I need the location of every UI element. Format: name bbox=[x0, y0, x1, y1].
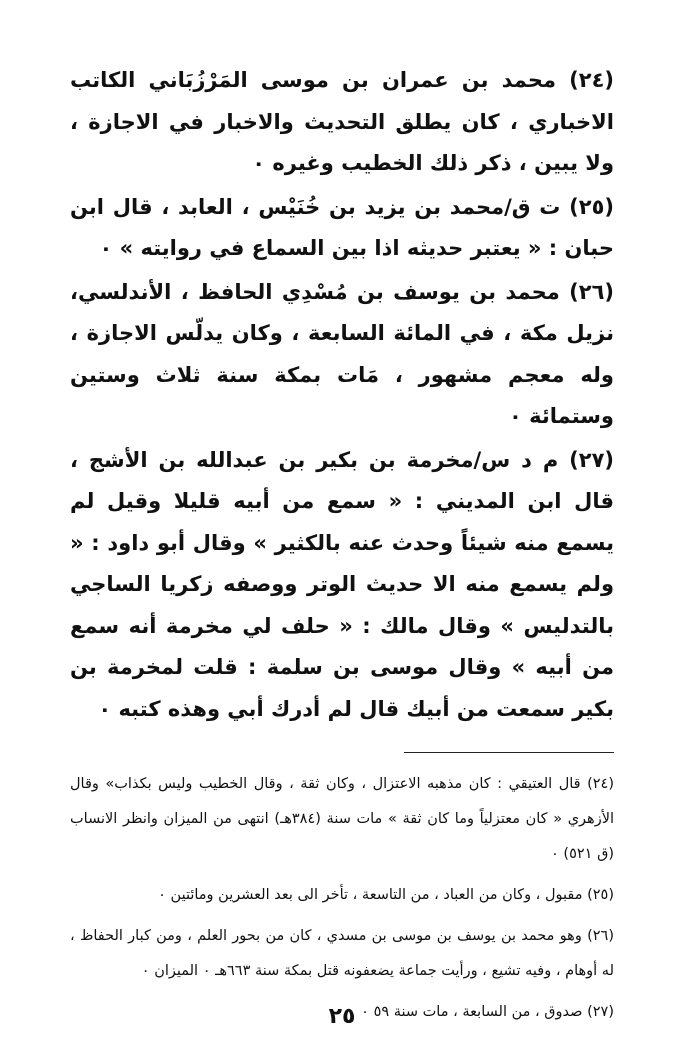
footnote-separator bbox=[404, 752, 614, 753]
entry-24: (٢٤) محمد بن عمران بن موسى المَرْزُبَاني الكاتب الاخباري ، كان يطلق التحديث والاخبار في الاجازة ، ولا يبين ، ذكر ذلك الخطيب وغيره ٠ bbox=[70, 68, 614, 175]
page-number: ٢٥ bbox=[328, 1004, 356, 1029]
footnote-25: (٢٥) مقبول ، وكان من العباد ، من التاسعة ، تأخر الى بعد العشرين ومائتين ٠ bbox=[158, 887, 614, 903]
entry-25: (٢٥) ت ق/محمد بن يزيد بن خُنَيْس ، العابد ، قال ابن حبان : « يعتبر حديثه اذا بين السماع في روايته » ٠ bbox=[70, 194, 614, 260]
entry-26: (٢٦) محمد بن يوسف بن مُسْدِي الحافظ ، الأندلسي، نزيل مكة ، في المائة السابعة ، وكان يدلّس الاجازة ، وله معجم مشهور ، مَات بمكة سنة ثلاث وستين وستمائة ٠ bbox=[70, 279, 614, 428]
entry-27: (٢٧) م د س/مخرمة بن بكير بن عبدالله بن الأشج ، قال ابن المديني : « سمع من أبيه قليلا وقيل لم يسمع منه شيئاً وحدث عنه بالكثير » وقال أبو داود : « ولم يسمع منه الا حديث الوتر ووصفه زكريا الساجي بالتدليس » وقال مالك : « حلف لي مخرمة أنه سمع من أبيه » وقال موسى بن سلمة : قلت لمخرمة بن بكير سمعت من أبيك قال لم أدرك أبي وهذه كتبه ٠ bbox=[70, 447, 614, 721]
footnote-26: (٢٦) وهو محمد بن يوسف بن موسى بن مسدي ، كان من بحور العلم ، ومن كبار الحفاظ ، له أوهام ، وفيه تشيع ، ورأيت جماعة يضعفونه قتل بمكة سنة ٦٦٣هـ ٠ الميزان ٠ bbox=[70, 928, 614, 979]
main-text bbox=[70, 60, 614, 730]
footnotes bbox=[70, 767, 614, 1030]
footnote-27: (٢٧) صدوق ، من السابعة ، مات سنة ٥٩ ٠ bbox=[361, 1004, 614, 1020]
footnote-24: (٢٤) قال العتيقي : كان مذهبه الاعتزال ، وكان ثقة ، وقال الخطيب وليس بكذاب» وقال الأزهري « كان معتزلياً وما كان ثقة » مات سنة (٣٨٤هـ) انتهى من الميزان وانظر الانساب (ق ٥٢١) ٠ bbox=[70, 776, 614, 862]
